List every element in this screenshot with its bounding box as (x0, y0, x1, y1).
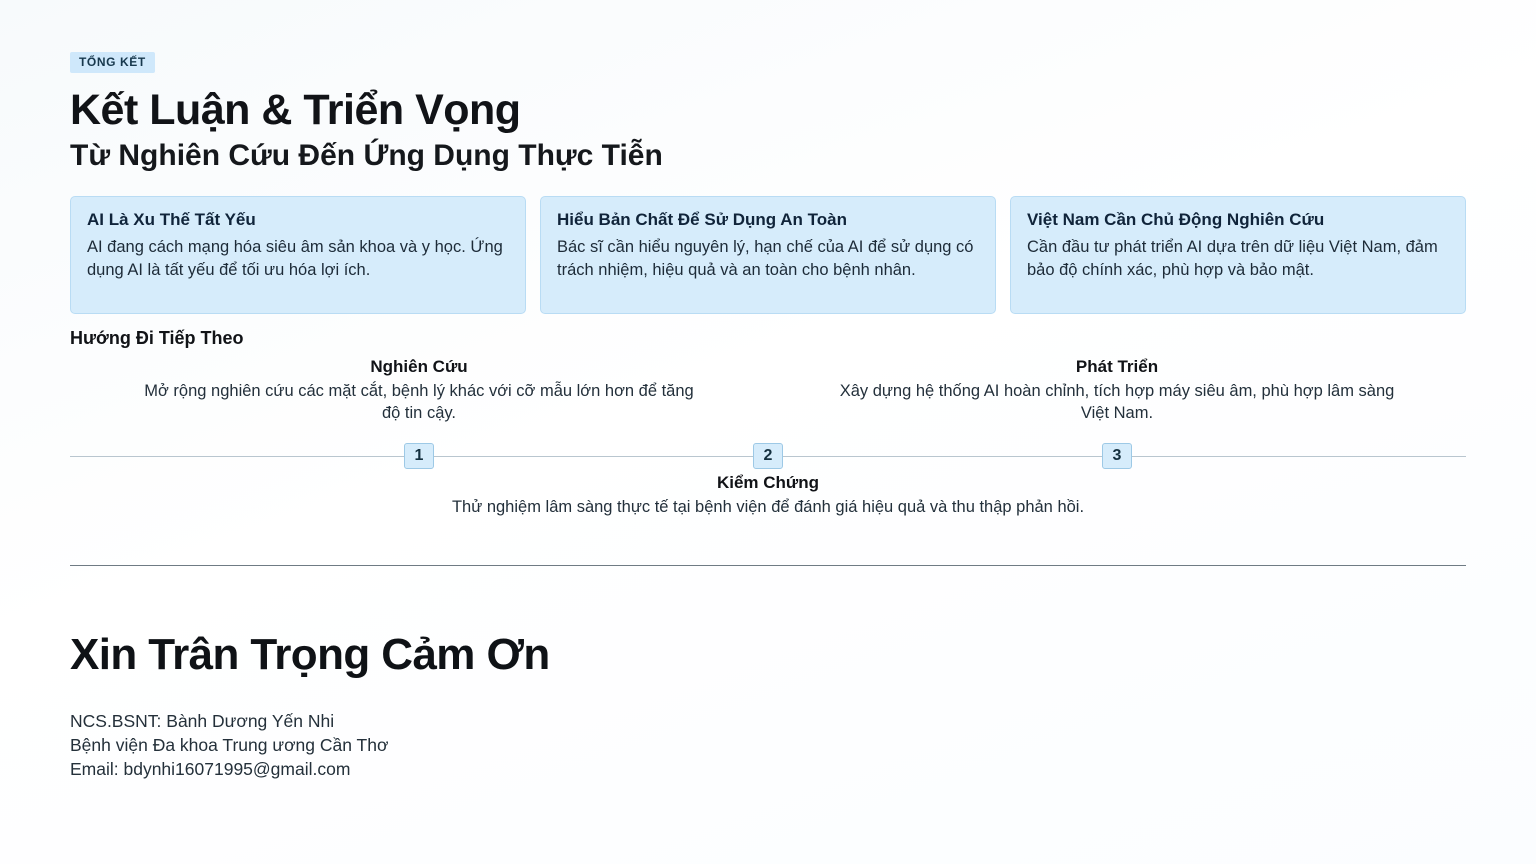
page-subtitle: Từ Nghiên Cứu Đến Ứng Dụng Thực Tiễn (70, 139, 663, 173)
key-point-card-3 (1010, 196, 1466, 314)
contact-org: Bệnh viện Đa khoa Trung ương Cần Thơ (70, 735, 389, 756)
key-point-card-2 (540, 196, 996, 314)
roadmap-step-3-text: Xây dựng hệ thống AI hoàn chỉnh, tích hợp máy siêu âm, phù hợp lâm sàng Việt Nam. (839, 382, 1395, 423)
key-point-card-1 (70, 196, 526, 314)
key-point-card-2-text: Bác sĩ cần hiểu nguyên lý, hạn chế của AI để sử dụng có trách nhiệm, hiệu quả và an toàn cho bệnh nhân. (557, 238, 974, 279)
timeline-node-3: 3 (1102, 443, 1132, 469)
key-point-card-3-text: Cần đầu tư phát triển AI dựa trên dữ liệu Việt Nam, đảm bảo độ chính xác, phù hợp và bảo mật. (1027, 238, 1438, 279)
key-point-card-1-title: AI Là Xu Thế Tất Yếu (87, 210, 256, 230)
roadmap-step-2-text: Thử nghiệm lâm sàng thực tế tại bệnh viện để đánh giá hiệu quả và thu thập phản hồi. (451, 498, 1085, 517)
contact-name: NCS.BSNT: Bành Dương Yến Nhi (70, 711, 335, 732)
roadmap-step-1 (139, 357, 699, 425)
roadmap-step-1-text: Mở rộng nghiên cứu các mặt cắt, bệnh lý khác với cỡ mẫu lớn hơn để tăng độ tin cậy. (144, 382, 694, 423)
contact-block (70, 710, 1466, 782)
roadmap-step-2-title: Kiểm Chứng (716, 473, 820, 493)
key-point-card-3-title: Việt Nam Cần Chủ Động Nghiên Cứu (1027, 210, 1325, 230)
key-point-card-1-text: AI đang cách mạng hóa siêu âm sản khoa và y học. Ứng dụng AI là tất yếu để tối ưu hóa lợi ích. (87, 238, 503, 279)
roadmap-step-1-title: Nghiên Cứu (370, 357, 468, 377)
roadmap-heading: Hướng Đi Tiếp Theo (70, 328, 244, 349)
key-point-card-2-title: Hiểu Bản Chất Để Sử Dụng An Toàn (557, 210, 847, 230)
page-title: Kết Luận & Triển Vọng (70, 86, 521, 134)
contact-email: Email: bdynhi16071995@gmail.com (70, 759, 351, 780)
section-divider (70, 565, 1466, 566)
thanks-heading: Xin Trân Trọng Cảm Ơn (70, 630, 550, 680)
key-points-cards (70, 196, 1466, 314)
roadmap-step-2 (338, 473, 1198, 519)
roadmap-timeline (70, 351, 1466, 561)
timeline-node-2: 2 (753, 443, 783, 469)
roadmap-step-3 (837, 357, 1397, 425)
eyebrow-badge: TỔNG KẾT (70, 52, 155, 73)
roadmap-step-3-title: Phát Triển (1075, 357, 1159, 377)
timeline-node-1: 1 (404, 443, 434, 469)
